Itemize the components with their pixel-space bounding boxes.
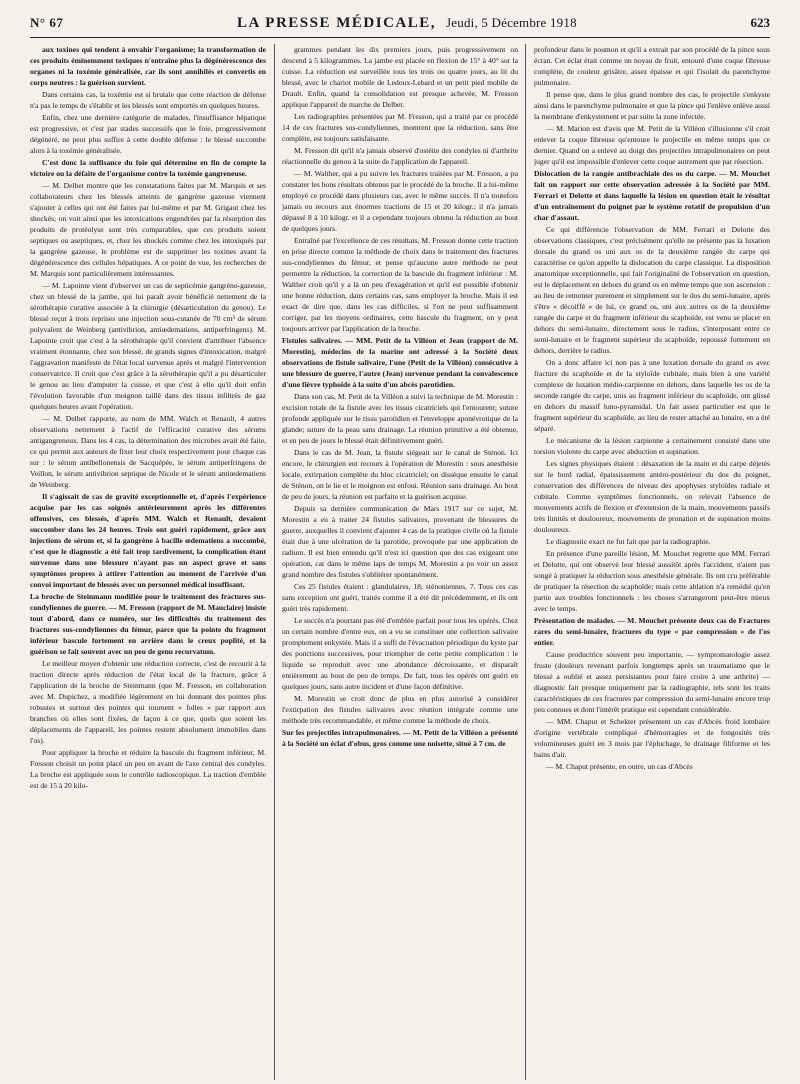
paragraph: En présence d'une pareille lésion, M. Mouchet regrette que MM. Ferrari et Delotte, qui ont observé leur blessé aussitôt après l'accident, n'aient pas songé à pratiquer la réduction sous anesthésie générale. Ils ont cru préférable de pratiquer la résection du scaphoïde; mais cette ablation n'a remédié qu'en partie aux troubles fonctionnels : les choses s'arrangeront peut-être mieux avec le temps. — [534, 549, 770, 613]
paragraph: profondeur dans le poumon et qu'il a extrait par son procédé de la pince sous écran. Cet éclat était comme un noyau de fruit, entouré d'une coque fibreuse complète, de couleur grisâtre, assez épaisse et qui l'isolait du parenchyme pulmonaire. — [534, 45, 770, 87]
paragraph: Cause productrice souvent peu importante, — symptomatologie assez fruste (douleurs revenant parfois longtemps après un traumatisme que le blessé a oublié et assez persistantes pour faire croire à une arthrite) — diagnostic fait presque uniquement par la radiographie, tels sont les traits caractéristiques de ces fractures par compression du semi-lunaire encore trop peu connues et dont l'intérêt pratique est cependant considérable. — [534, 650, 770, 714]
paragraph: — M. Walther, qui a pu suivre les fractures traitées par M. Fresson, a pu constater les bons résultats obtenus par le procédé de la broche. Il a lui-même employé ce procédé dans plusieurs cas, avec le même succès. Il n'a toutefois jamais eu recours aux énormes tractions de 15 et 20 kilogr.; il n'a jamais dépassé 8 à 10 kilogr. et il a cependant toujours obtenu la réduction au bout de quelques jours. — [282, 169, 518, 233]
paragraph: — M. Marion est d'avis que M. Petit de la Villéon s'illusionne s'il croit enlever la coque fibreuse qu'entoure le projectile en même temps que ce dernier. Quand on a enlevé au doigt des projectiles intrapulmonaires on peut juger qu'il est impossible d'enlever cette coque autrement que par résection. — [534, 124, 770, 166]
paragraph: Enfin, chez une dernière catégorie de malades, l'insuffisance hépatique est progressive, et c'est par stades successifs que le foie, progressivement dégénéré, ne peut plus suffire à cette double défense : le blessé succombe alors à la toxémie généralisée. — [30, 113, 266, 155]
paragraph: Sur les projectiles intrapulmonaires. — M. Petit de la Villéon a présenté à la Société un éclat d'obus, gros comme une noisette, situé à 7 cm. de — [282, 728, 518, 748]
paragraph: — M. Lapointe vient d'observer un cas de septicémie gangréno-gazeuse, chez un blessé de la jambe, qui lui paraît avoir bénéficié nettement de la sérothérapie curative associée à la chirurgie (désarticulation du genou). Le blessé reçut à trois reprises une injection sous-cutanée de 70 cm³ de sérum polyvalent de Weinberg (antivibrion, antiœdematiens, antiperfringens). M. Lapointe croit que c'est à la sérothérapie qu'il convient d'attribuer l'absence vraiment étonnante, chez son blessé, de grands signes d'intoxication, malgré l'aggravation manifeste de l'état local survenue après et malgré l'intervention conservatrice. Il croit que c'est grâce à la sérothérapie qu'il a pu désarticuler le genou au lieu d'amputer la cuisse, et que c'est à elle qu'il doit enfin l'évolution favorable d'un moignon taillé dans des tissus infiltrés de gaz quelques heures avant l'opération. — [30, 281, 266, 411]
masthead — [237, 14, 577, 32]
paragraph: On a donc affaire ici non pas à une luxation dorsale du grand os avec fracture du scaphoïde et de la styloïde cubitale, mais bien à une variété complexe de luxation médio-carpienne en dehors, dans laquelle les os de la seconde rangée du carpe, unis au fragment inférieur du scaphoïde, ont glissé en dehors du massif luno-pyramidal. Un fait assez particulier est que le fragment supérieur du scaphoïde, au lieu de rester attaché au lunaire, en a été séparé. — [534, 358, 770, 433]
article-columns — [30, 44, 770, 1084]
paragraph: — M. Chaput présente, en outre, un cas d'Abcès — [546, 762, 693, 771]
column-3 — [534, 44, 770, 1084]
paragraph: — MM. Chaput et Schekter présentent un cas d'Abcès froid lombaire d'origine vertébrale compliqué d'hémorragies et de fongosités très volumineuses guéri en 3 mois par l'épluchage, le drainage filiforme et les bains d'air. — [534, 717, 770, 759]
paragraph: aux toxines qui tendent à envahir l'organisme; la transformation de ces produits éminemment toxiques n'entraîne plus la dégénérescence des organes ni la toxémie généralisée, car ils sont annihilés et convertis en corps neutres : la guérison survient. — [30, 45, 266, 87]
paragraph: Ces 25 fistules étaient : glandulaires, 18; sténoniennes, 7. Tous ces cas sans exception ont guéri, traités comme il a été dit précédemment, et ils ont guéri très rapidement. — [282, 582, 518, 613]
paragraph: Dans le cas de M. Jean, la fistule siégeait sur le canal de Sténon. Ici encore, le chirurgien eut recours à l'opération de Morestin : sous anesthésie locale, extirpation complète du bloc cicatriciel; on dissèque ensuite le canal de Sténon, on le lie et le moignon est enfoui. Réunion sans drainage. Au bout de peu de jours, la réunion est parfaite et la guérison acquise. — [282, 448, 518, 501]
paragraph: La broche de Steinmann modifiée pour le traitement des fractures sus-condyliennes de guerre. — M. Fresson (rapport de M. Mauclaire) insiste tout d'abord, dans ce numéro, sur les difficultés du traitement des fractures sus-condyliennes du fémur, parce que la pointe du fragment inférieur bascule fortement en arrière dans le creux poplité, et la guérison se fait souvent avec un peu de genu recurvatum. — [30, 592, 266, 656]
paragraph: Dans certains cas, la toxémie est si brutale que cette réaction de défense n'a pas le temps de s'établir et les blessés sont emportés en quelques heures. — [30, 90, 266, 110]
paragraph: — M. Delbet montre que les constatations faites par M. Marquis et ses collaborateurs chez les blessés atteints de gangrène gazeuse viennent s'ajouter à celles qui ont été faites par lui-même et par M. Grigaut chez les shockés; on voit ainsi que les intoxications engendrées par la résorption des produits de protéolyse sont très comparables, que ces produits soient septiques ou aseptiques, et, chez les shockés comme chez les intoxiqués par la gangrène gazeuse, le problème est de supprimer les toxines avant la dégénérescence des cellules hépatiques. A ce point de vue, les recherches de M. Marquis sont particulièrement intéressantes. — [30, 181, 266, 278]
column-2 — [282, 44, 518, 1084]
paragraph: Le diagnostic exact ne fut fait que par la radiographie. — [546, 537, 711, 546]
issue-date: Jeudi, 5 Décembre 1918 — [446, 15, 577, 30]
paragraph: M. Morestin se croit donc de plus en plus autorisé à considérer l'extirpation des fistules salivaires avec réunion intégrale comme une méthode très recommandable, et même comme la méthode de choix. — [282, 694, 518, 725]
page-number: 623 — [750, 15, 770, 30]
paragraph: Les radiographies présentées par M. Fresson, qui a traité par ce procédé 14 de ces fractures sus-condyliennes, montrent que la réduction, sans être complète, est toujours satisfaisante. — [282, 112, 518, 143]
paragraph: Le mécanisme de la lésion carpienne a certainement consisté dans une torsion violente du carpe avec abduction et supination. — [534, 436, 770, 456]
paragraph: Depuis sa dernière communication de Mars 1917 sur ce sujet, M. Morestin a eu à traiter 24 fistules salivaires, provenant de blessures de guerre, auxquelles il convient d'ajouter 4 cas de la pratique civile où la fistule était due à une ulcération de la parotide, provoquée par une application de radium. Il est bien entendu qu'il n'est ici question que des cas exigeant une opération, car dans le même laps de temps M. Morestin a pu voir un assez grand nombre des fistules s'oblitérer spontanément. — [282, 504, 518, 579]
paragraph: Fistules salivaires. — MM. Petit de la Villéon et Jean (rapport de M. Morestin), médecins de la marine ont adressé à la Société deux observations de fistule salivaire, l'une (Petit de la Villéon) consécutive à une blessure de guerre, l'autre (Jean) survenue pendant la convalescence d'une fièvre typhoïde à la suite d'un abcès parotidien. — [282, 336, 518, 389]
paragraph: Dans son cas, M. Petit de la Villéon a suivi la technique de M. Morestin : excision totale de la fistule avec les tissus cicatriciels qui l'entourent; suture profonde appliquée sur le tissu parotidien et l'enveloppe aponévrotique de la glande; suture de la peau sans drainage. La réunion primitive a été obtenue, et en peu de jours le blessé était définitivement guéri. — [282, 392, 518, 445]
paragraph: Le succès n'a pourtant pas été d'emblée parfait pour tous les opérés. Chez un certain nombre d'entre eux, on a vu se constituer une collection salivaire promptement enkystée. Mais il a suffi de l'évacuation périodique du kyste par des ponctions successives, pour triompher de cette petite complication : le liquide se reproduit avec une abondance décroissante, et disparaît entièrement au bout de peu de temps. De fait, tous les opérés ont guéri en quelques jours, sans autre incident et d'une façon définitive. — [282, 616, 518, 691]
journal-title: LA PRESSE MÉDICALE, — [237, 15, 437, 31]
paragraph: M. Fresson dit qu'il n'a jamais observé d'ostéite des condyles ni d'arthrite réactionnelle du genou à la suite de l'application de l'appareil. — [282, 146, 518, 166]
column-1 — [30, 44, 266, 1084]
paragraph: Dislocation de la rangée antibrachiale des os du carpe. — M. Mouchet fait un rapport sur cette observation adressée à la Société par MM. Ferrari et Delotte et dans laquelle la lésion en question était le résultat d'un entraînement du poignet par le système rotatif de propulsion d'un char d'assaut. — [534, 169, 770, 222]
paragraph: Il pense que, dans le plus grand nombre des cas, le projectile s'enkyste ainsi dans le parenchyme pulmonaire et que la pince qui l'enlève enlève aussi la membrane d'enkystement et par suite la zone infectée. — [534, 90, 770, 121]
paragraph: Pour appliquer la broche et réduire la bascule du fragment inférieur, M. Fresson choisit un point placé un peu en avant de l'axe central des condyles. La broche est appliquée sous le contrôle radioscopique. La traction d'emblée est de 15 à 20 kilo- — [30, 748, 266, 790]
paragraph: Il s'agissait de cas de gravité exceptionnelle et, d'après l'expérience acquise par les cas soignés antérieurement après les différentes offensives, ces blessés, d'après MM. Walch et Renault, devaient succomber dans les 24 heures. Trois ont guéri rapidement, grâce aux injections de sérum et, si la gangrène à bacille œdematiens a succombé, c'est que le diagnostic a été fait trop tardivement, la complication étant survenue dans une blessure n'ayant pas un aspect grave et sans symptômes propres à attirer l'attention au moment de l'arrivée d'un convoi important de blessés avec un personnel médical insuffisant. — [30, 492, 266, 589]
paragraph: Ce qui différencie l'observation de MM. Ferrari et Delotte des observations classiques, c'est précisément qu'elle ne présente pas la luxation dorsale du grand os uni aux os de la deuxième rangée du carpe qui caractérise ce qu'on appelle la dislocation du carpe classique. La disposition anatomique exceptionnelle, qui fait l'originalité de l'observation en question, est le déplacement en dehors du grand os en même temps que son ascension : au lieu de remonter purement et simplement sur le dos du semi-lunaire, après s'être « décoiffé » de lui, ce grand os, uni aux autres os de la deuxième rangée du carpe et du fragment inférieur du scaphoïde, est venu se placer en dehors du semi-lunaire, directement sous le radius, s'interposant entre ce semi-lunaire et le fragment supérieur du scaphoïde, repoussé fortement en dehors, derrière le radius. — [534, 225, 770, 355]
paragraph: C'est donc la suffisance du foie qui détermine en fin de compte la victoire ou la défaite de l'organisme contre la toxémie gangreneuse. — [30, 158, 266, 178]
paragraph: Entraîné par l'excellence de ces résultats, M. Fresson donne cette traction en prise directe comme la méthode de choix dans le traitement des fractures sus-condyliennes du fémur, et pense qu'aucune autre méthode ne peut permettre la réduction, la correction de la bascule du fragment inférieur : M. Walther croit qu'il y a là un peu d'exagération et qu'il est possible d'obtenir une bonne réduction, dans certains cas, sans employer la broche. Mais il est exact de dire que, dans les cas difficiles, si l'on ne peut suffisamment corriger, par les moyens ordinaires, cette bascule du fragment, on y peut toujours arriver par l'application de la broche. — [282, 236, 518, 333]
paragraph: — M. Delbet rapporte, au nom de MM. Walch et Renault, 4 autres observations nettement à l'actif de l'efficacité curative des sérums antigangreneux. Dans les 4 cas, la détermination des microbes avait été faite, ce qui permit aux auteurs de fixer leur choix respectivement pour chaque cas sur : le sérum antibellonensis de Sacquépée, le sérum antiperfringens de Veillon, le sérum antivibrion septique de Nicole et le sérum antiœdematiens de Weinberg. — [30, 414, 266, 489]
column-divider — [525, 44, 526, 1080]
paragraph: grammes pendant les dix premiers jours, puis progressivement on descend à 5 kilogrammes. La jambe est placée en flexion de 15° à 40° sur la cuisse. La réduction est surveillée tous les trois ou quatre jours, au lit du blessé, avec le chariot mobile de Ledoux-Lebard et un petit pied mobile de Drault. Enfin, quand la consolidation est presque achevée, M. Fresson applique l'appareil de marche de Delbet. — [282, 45, 518, 109]
paragraph: Les signes physiques étaient : désaxation de la main et du carpe déjetés sur le bord radial, épaississement antéro-postérieur du dos du poignet, conservation des différences de niveau des apophyses styloïdes radiale et cubitale. Comme symptômes fonctionnels, on relevait l'absence de mouvements actifs de flexion et d'extension de la main, mouvements passifs très limités et douloureux, mouvements de pronation et de supination moins douloureux. — [534, 459, 770, 534]
paragraph: Le meilleur moyen d'obtenir une réduction correcte, c'est de recourir à la traction directe après réduction de l'état local de la fracture, grâce à l'application de la broche de Steinmann (que M. Fresson, en collaboration avec M. Dupichez, a modifiée légèrement en lui donnant des pointes plus robustes et surtout des pointes qui tournent « folles » par rapport aux branches où elles sont fixées, de façon à ce que, quels que soient les déplacements de l'appareil, les pointes restent absolument immobiles dans l'os). — [30, 659, 266, 745]
page-header — [30, 14, 770, 38]
issue-number: N° 67 — [30, 15, 64, 30]
column-divider — [274, 44, 275, 1080]
paragraph: Présentation de malades. — M. Mouchet présente deux cas de Fractures rares du semi-lunaire, fractures du type « par compression » de l'os entier. — [534, 616, 770, 647]
